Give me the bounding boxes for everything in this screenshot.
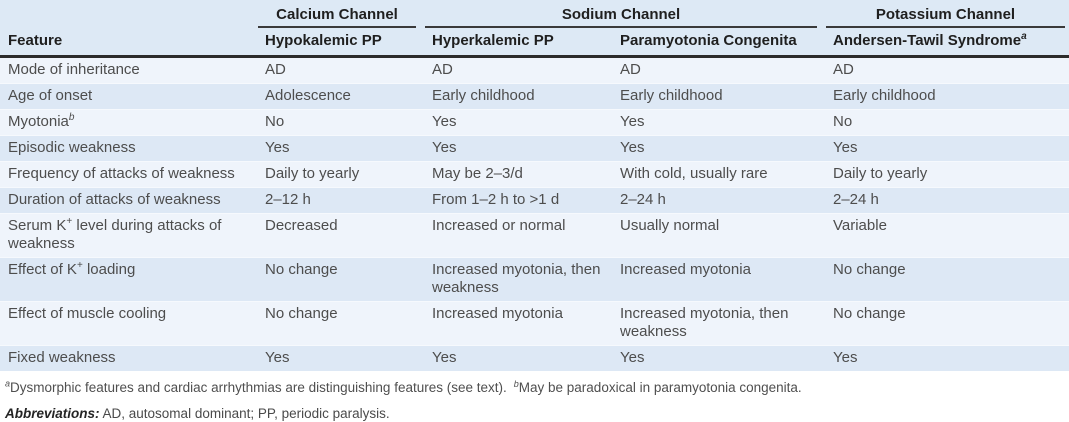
abbreviations-text: AD, autosomal dominant; PP, periodic paralysis. xyxy=(99,406,390,421)
feature-label: Frequency of attacks of weakness xyxy=(8,165,235,182)
feature-cell xyxy=(0,162,258,188)
cell-hypokalemic: Decreased xyxy=(258,214,425,258)
table-row-mode-of-inheritance xyxy=(0,57,1069,84)
feature-label: Myotonia xyxy=(8,113,69,130)
cell-hyperkalemic: Yes xyxy=(425,110,613,136)
cell-hyperkalemic: Early childhood xyxy=(425,84,613,110)
feature-label-cont: level during attacks of weakness xyxy=(8,217,222,252)
table-header xyxy=(0,0,1069,57)
cell-paramyotonia: AD xyxy=(613,57,826,84)
cell-paramyotonia: 2–24 h xyxy=(613,188,826,214)
feature-cell xyxy=(0,346,258,372)
cell-hypokalemic: No change xyxy=(258,302,425,346)
group-label-sodium: Sodium Channel xyxy=(425,0,817,28)
column-header-paramyotonia-congenita xyxy=(613,28,826,57)
feature-cell xyxy=(0,84,258,110)
cell-paramyotonia: Yes xyxy=(613,136,826,162)
table-row-age-of-onset xyxy=(0,84,1069,110)
table-row-effect-of-muscle-cooling xyxy=(0,302,1069,346)
feature-label: Effect of K xyxy=(8,261,77,278)
table-row-effect-of-k-loading xyxy=(0,258,1069,302)
table-row-myotonia xyxy=(0,110,1069,136)
column-header-label: Hyperkalemic PP xyxy=(432,32,554,49)
cell-andersen: Yes xyxy=(826,136,1069,162)
column-header-feature: Feature xyxy=(0,28,258,57)
column-header-row xyxy=(0,28,1069,57)
abbreviations-label: Abbreviations: xyxy=(5,406,100,421)
footnote-a-text: Dysmorphic features and cardiac arrhythmias are distinguishing features (see text). xyxy=(10,380,507,395)
group-label-potassium: Potassium Channel xyxy=(826,0,1065,28)
table-row-frequency-of-attacks xyxy=(0,162,1069,188)
footnote-marker-a: a xyxy=(1021,31,1027,42)
group-header-potassium-channel xyxy=(826,0,1069,28)
cell-andersen: Early childhood xyxy=(826,84,1069,110)
feature-label: Mode of inheritance xyxy=(8,61,140,78)
group-header-spacer xyxy=(0,0,258,28)
cell-hypokalemic: 2–12 h xyxy=(258,188,425,214)
feature-cell xyxy=(0,110,258,136)
column-header-andersen-tawil xyxy=(826,28,1069,57)
superscript-plus: + xyxy=(76,260,83,271)
cell-paramyotonia: Increased myotonia xyxy=(613,258,826,302)
table-row-fixed-weakness xyxy=(0,346,1069,372)
footnote-b-text: May be paradoxical in paramyotonia congenita. xyxy=(518,380,802,395)
feature-label: Duration of attacks of weakness xyxy=(8,191,221,208)
cell-hyperkalemic: Increased myotonia xyxy=(425,302,613,346)
feature-cell xyxy=(0,302,258,346)
cell-hypokalemic: Yes xyxy=(258,346,425,372)
cell-paramyotonia: Usually normal xyxy=(613,214,826,258)
cell-andersen: No change xyxy=(826,302,1069,346)
cell-paramyotonia: Increased myotonia, then weakness xyxy=(613,302,826,346)
cell-paramyotonia: Early childhood xyxy=(613,84,826,110)
cell-hypokalemic: Adolescence xyxy=(258,84,425,110)
cell-hyperkalemic: Increased myotonia, then weakness xyxy=(425,258,613,302)
cell-hypokalemic: Daily to yearly xyxy=(258,162,425,188)
abbreviations-line xyxy=(0,396,1069,422)
cell-andersen: No xyxy=(826,110,1069,136)
cell-andersen: No change xyxy=(826,258,1069,302)
cell-andersen: Daily to yearly xyxy=(826,162,1069,188)
group-header-calcium-channel xyxy=(258,0,425,28)
channel-group-header-row xyxy=(0,0,1069,28)
cell-paramyotonia: With cold, usually rare xyxy=(613,162,826,188)
footnote-marker-b: b xyxy=(513,378,519,389)
feature-label-cont: loading xyxy=(82,261,136,278)
column-header-label: Paramyotonia Congenita xyxy=(620,32,797,49)
cell-hyperkalemic: AD xyxy=(425,57,613,84)
cell-hypokalemic: No xyxy=(258,110,425,136)
cell-andersen: Yes xyxy=(826,346,1069,372)
cell-andersen: 2–24 h xyxy=(826,188,1069,214)
group-label-calcium: Calcium Channel xyxy=(258,0,416,28)
cell-hyperkalemic: Increased or normal xyxy=(425,214,613,258)
cell-hyperkalemic: Yes xyxy=(425,136,613,162)
cell-andersen: AD xyxy=(826,57,1069,84)
cell-hypokalemic: AD xyxy=(258,57,425,84)
table-body xyxy=(0,57,1069,372)
feature-label: Episodic weakness xyxy=(8,139,136,156)
table-row-duration-of-attacks xyxy=(0,188,1069,214)
group-header-sodium-channel xyxy=(425,0,826,28)
footnote-marker-a: a xyxy=(5,378,11,389)
table-footnotes xyxy=(0,371,1069,396)
cell-andersen: Variable xyxy=(826,214,1069,258)
feature-label: Fixed weakness xyxy=(8,349,116,366)
cell-paramyotonia: Yes xyxy=(613,346,826,372)
feature-label: Effect of muscle cooling xyxy=(8,305,167,322)
table-row-serum-k-level xyxy=(0,214,1069,258)
table-row-episodic-weakness xyxy=(0,136,1069,162)
cell-paramyotonia: Yes xyxy=(613,110,826,136)
feature-label: Serum K xyxy=(8,217,67,234)
cell-hypokalemic: Yes xyxy=(258,136,425,162)
footnote-marker-b: b xyxy=(68,112,75,123)
feature-cell xyxy=(0,136,258,162)
feature-cell xyxy=(0,214,258,258)
superscript-plus: + xyxy=(66,216,73,227)
column-header-label: Andersen-Tawil Syndrome xyxy=(833,32,1022,49)
column-header-label: Hypokalemic PP xyxy=(265,32,382,49)
feature-cell xyxy=(0,188,258,214)
cell-hypokalemic: No change xyxy=(258,258,425,302)
column-header-hypokalemic-pp xyxy=(258,28,425,57)
feature-label: Age of onset xyxy=(8,87,93,104)
column-header-hyperkalemic-pp xyxy=(425,28,613,57)
feature-cell xyxy=(0,258,258,302)
feature-cell xyxy=(0,57,258,84)
cell-hyperkalemic: Yes xyxy=(425,346,613,372)
cell-hyperkalemic: May be 2–3/d xyxy=(425,162,613,188)
cell-hyperkalemic: From 1–2 h to >1 d xyxy=(425,188,613,214)
